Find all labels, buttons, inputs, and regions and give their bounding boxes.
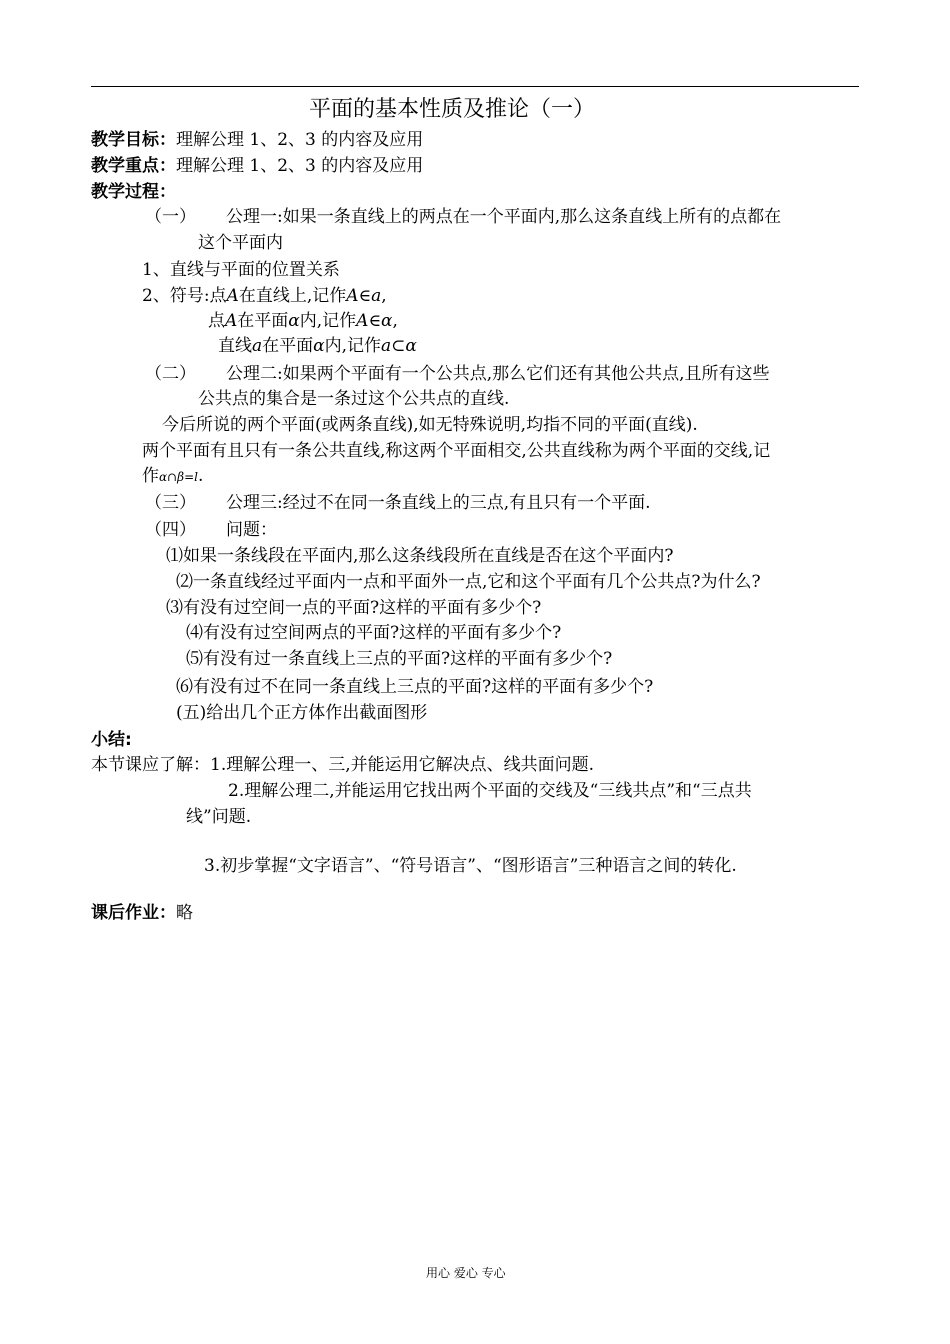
item2-comma: , [381, 286, 387, 306]
note3 [142, 465, 203, 488]
goal-label: 教学目标： [91, 130, 176, 150]
item2b-prefix: 点 [208, 311, 225, 331]
item2b-mid2: 内,记作 [299, 311, 357, 331]
item2-mid: 在直线上,记作 [238, 286, 347, 306]
page-footer: 用心 爱心 专心 [426, 1266, 506, 1280]
homework-label: 课后作业： [91, 903, 176, 923]
axiom3-marker: （三） [145, 493, 196, 513]
note2: 两个平面有且只有一条公共直线,称这两个平面相交,公共直线称为两个平面的交线,记 [142, 441, 771, 461]
process-label: 教学过程： [91, 182, 176, 202]
item2c-mid2: 内,记作 [324, 336, 382, 356]
item2b-mid: 在平面 [237, 311, 289, 331]
var-alpha: α [313, 336, 325, 356]
item2c-prefix: 直线 [218, 336, 252, 356]
item1: 1、直线与平面的位置关系 [142, 260, 340, 280]
question-1: ⑴如果一条线段在平面内,那么这条线段所在直线是否在这个平面内? [166, 546, 674, 566]
question-2: ⑵一条直线经过平面内一点和平面外一点,它和这个平面有几个公共点?为什么? [176, 572, 761, 592]
questions-marker: （四） [145, 520, 196, 540]
axiom1-text: 公理一:如果一条直线上的两点在一个平面内,那么这条直线上所有的点都在 [226, 207, 782, 227]
goal-text: 理解公理 1、2、3 的内容及应用 [176, 130, 424, 150]
page-title: 平面的基本性质及推论（一） [309, 97, 596, 122]
note3-prefix: 作 [142, 466, 159, 486]
homework-text: 略 [176, 903, 193, 923]
item2-symbol: A∈a [346, 286, 382, 306]
question-3: ⑶有没有过空间一点的平面?这样的平面有多少个? [166, 598, 542, 618]
summary-2-cont: 线”问题. [186, 807, 252, 827]
item2c-mid: 在平面 [262, 336, 314, 356]
item2c [218, 335, 417, 357]
summary-3: 3.初步掌握“文字语言”、“符号语言”、“图形语言”三种语言之间的转化. [204, 856, 737, 876]
item2 [142, 285, 387, 307]
item2-prefix: 2、符号:点 [142, 286, 227, 306]
note3-suffix: . [198, 466, 204, 486]
axiom3-text: 公理三:经过不在同一条直线上的三点,有且只有一个平面. [226, 493, 651, 513]
question-5: ⑸有没有过一条直线上三点的平面?这样的平面有多少个? [186, 649, 613, 669]
var-alpha: α [288, 311, 300, 331]
axiom1-cont: 这个平面内 [198, 233, 283, 253]
axiom2-marker: （二） [145, 364, 196, 384]
question-6: ⑹有没有过不在同一条直线上三点的平面?这样的平面有多少个? [176, 677, 654, 697]
item2c-symbol: a⊂α [381, 336, 417, 356]
item2b-symbol: A∈α [356, 311, 393, 331]
header-rule [91, 86, 859, 87]
axiom1-marker: （一） [145, 207, 196, 227]
axiom2-cont: 公共点的集合是一条过这个公共点的直线. [198, 389, 510, 409]
questions-label: 问题： [226, 520, 277, 540]
var-A: A [226, 286, 239, 306]
focus-text: 理解公理 1、2、3 的内容及应用 [176, 156, 424, 176]
var-A: A [225, 311, 238, 331]
item2b-comma: , [392, 311, 398, 331]
var-a: a [252, 336, 263, 356]
summary-intro: 本节课应了解：1.理解公理一、三,并能运用它解决点、线共面问题. [91, 755, 595, 775]
focus-label: 教学重点： [91, 156, 176, 176]
question-4: ⑷有没有过空间两点的平面?这样的平面有多少个? [186, 623, 562, 643]
summary-label: 小结: [91, 730, 132, 750]
note3-symbol: α∩β=l [159, 470, 198, 484]
summary-2: 2.理解公理二,并能运用它找出两个平面的交线及“三线共点”和“三点共 [228, 781, 752, 801]
homework [91, 902, 193, 924]
note1: 今后所说的两个平面(或两条直线),如无特殊说明,均指不同的平面(直线). [162, 415, 698, 435]
axiom2-text: 公理二:如果两个平面有一个公共点,那么它们还有其他公共点,且所有这些 [226, 364, 770, 384]
question-7: (五)给出几个正方体作出截面图形 [176, 703, 428, 723]
item2b [208, 310, 398, 332]
teaching-goal [91, 129, 423, 151]
teaching-focus [91, 155, 423, 177]
